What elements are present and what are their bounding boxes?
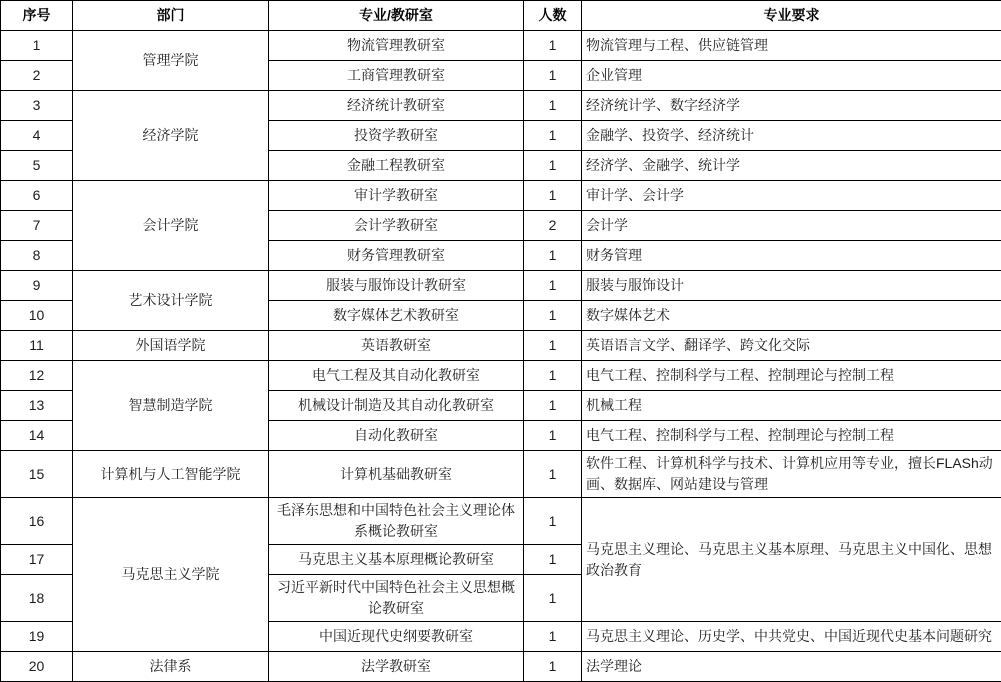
cell-teaching-office: 英语教研室 bbox=[269, 331, 524, 361]
cell-headcount: 1 bbox=[524, 241, 582, 271]
cell-headcount: 1 bbox=[524, 31, 582, 61]
header-major-requirements: 专业要求 bbox=[582, 1, 1001, 31]
cell-major-requirements: 软件工程、计算机科学与技术、计算机应用等专业，擅长FLASh动画、数据库、网站建设与管理 bbox=[582, 451, 1001, 498]
cell-headcount: 1 bbox=[524, 61, 582, 91]
cell-teaching-office: 机械设计制造及其自动化教研室 bbox=[269, 391, 524, 421]
cell-teaching-office: 经济统计教研室 bbox=[269, 91, 524, 121]
cell-major-requirements: 企业管理 bbox=[582, 61, 1001, 91]
header-headcount: 人数 bbox=[524, 1, 582, 31]
cell-department: 艺术设计学院 bbox=[73, 271, 269, 331]
cell-serial-number: 3 bbox=[1, 91, 73, 121]
cell-department: 法律系 bbox=[73, 652, 269, 682]
cell-serial-number: 8 bbox=[1, 241, 73, 271]
table-row bbox=[1, 91, 1001, 121]
cell-teaching-office: 金融工程教研室 bbox=[269, 151, 524, 181]
cell-serial-number: 1 bbox=[1, 31, 73, 61]
table-row bbox=[1, 361, 1001, 391]
cell-major-requirements: 电气工程、控制科学与工程、控制理论与控制工程 bbox=[582, 421, 1001, 451]
cell-teaching-office: 中国近现代史纲要教研室 bbox=[269, 622, 524, 652]
table-row bbox=[1, 331, 1001, 361]
cell-major-requirements: 电气工程、控制科学与工程、控制理论与控制工程 bbox=[582, 361, 1001, 391]
cell-major-requirements: 服装与服饰设计 bbox=[582, 271, 1001, 301]
cell-teaching-office: 服装与服饰设计教研室 bbox=[269, 271, 524, 301]
cell-headcount: 1 bbox=[524, 91, 582, 121]
table-row bbox=[1, 271, 1001, 301]
cell-teaching-office: 法学教研室 bbox=[269, 652, 524, 682]
cell-serial-number: 9 bbox=[1, 271, 73, 301]
cell-department: 会计学院 bbox=[73, 181, 269, 271]
header-row bbox=[1, 1, 1001, 31]
cell-headcount: 1 bbox=[524, 622, 582, 652]
cell-teaching-office: 财务管理教研室 bbox=[269, 241, 524, 271]
cell-serial-number: 5 bbox=[1, 151, 73, 181]
cell-major-requirements: 金融学、投资学、经济统计 bbox=[582, 121, 1001, 151]
table-row bbox=[1, 181, 1001, 211]
cell-teaching-office: 工商管理教研室 bbox=[269, 61, 524, 91]
cell-major-requirements: 机械工程 bbox=[582, 391, 1001, 421]
cell-serial-number: 20 bbox=[1, 652, 73, 682]
cell-serial-number: 15 bbox=[1, 451, 73, 498]
cell-headcount: 1 bbox=[524, 575, 582, 622]
cell-serial-number: 13 bbox=[1, 391, 73, 421]
table-row bbox=[1, 31, 1001, 61]
cell-major-requirements: 审计学、会计学 bbox=[582, 181, 1001, 211]
header-department: 部门 bbox=[73, 1, 269, 31]
cell-serial-number: 2 bbox=[1, 61, 73, 91]
cell-major-requirements: 物流管理与工程、供应链管理 bbox=[582, 31, 1001, 61]
cell-major-requirements: 数字媒体艺术 bbox=[582, 301, 1001, 331]
cell-department: 外国语学院 bbox=[73, 331, 269, 361]
header-serial-number: 序号 bbox=[1, 1, 73, 31]
cell-serial-number: 10 bbox=[1, 301, 73, 331]
cell-teaching-office: 习近平新时代中国特色社会主义思想概论教研室 bbox=[269, 575, 524, 622]
cell-headcount: 1 bbox=[524, 271, 582, 301]
cell-department: 智慧制造学院 bbox=[73, 361, 269, 451]
table-row bbox=[1, 652, 1001, 682]
table-row bbox=[1, 498, 1001, 545]
cell-headcount: 1 bbox=[524, 121, 582, 151]
cell-serial-number: 18 bbox=[1, 575, 73, 622]
header-major-teaching-office: 专业/教研室 bbox=[269, 1, 524, 31]
cell-major-requirements: 经济统计学、数字经济学 bbox=[582, 91, 1001, 121]
cell-headcount: 1 bbox=[524, 391, 582, 421]
cell-headcount: 1 bbox=[524, 331, 582, 361]
cell-teaching-office: 物流管理教研室 bbox=[269, 31, 524, 61]
cell-major-requirements: 会计学 bbox=[582, 211, 1001, 241]
table-row bbox=[1, 451, 1001, 498]
cell-headcount: 2 bbox=[524, 211, 582, 241]
cell-major-requirements: 法学理论 bbox=[582, 652, 1001, 682]
cell-major-requirements: 马克思主义理论、历史学、中共党史、中国近现代史基本问题研究 bbox=[582, 622, 1001, 652]
cell-headcount: 1 bbox=[524, 652, 582, 682]
cell-serial-number: 4 bbox=[1, 121, 73, 151]
cell-serial-number: 19 bbox=[1, 622, 73, 652]
cell-headcount: 1 bbox=[524, 361, 582, 391]
cell-serial-number: 17 bbox=[1, 545, 73, 575]
cell-headcount: 1 bbox=[524, 545, 582, 575]
cell-teaching-office: 电气工程及其自动化教研室 bbox=[269, 361, 524, 391]
cell-headcount: 1 bbox=[524, 451, 582, 498]
cell-teaching-office: 马克思主义基本原理概论教研室 bbox=[269, 545, 524, 575]
cell-serial-number: 6 bbox=[1, 181, 73, 211]
cell-serial-number: 7 bbox=[1, 211, 73, 241]
cell-serial-number: 11 bbox=[1, 331, 73, 361]
cell-department: 马克思主义学院 bbox=[73, 498, 269, 652]
cell-teaching-office: 数字媒体艺术教研室 bbox=[269, 301, 524, 331]
cell-teaching-office: 毛泽东思想和中国特色社会主义理论体系概论教研室 bbox=[269, 498, 524, 545]
cell-major-requirements: 经济学、金融学、统计学 bbox=[582, 151, 1001, 181]
cell-teaching-office: 自动化教研室 bbox=[269, 421, 524, 451]
cell-department: 管理学院 bbox=[73, 31, 269, 91]
cell-teaching-office: 计算机基础教研室 bbox=[269, 451, 524, 498]
cell-teaching-office: 投资学教研室 bbox=[269, 121, 524, 151]
cell-serial-number: 16 bbox=[1, 498, 73, 545]
cell-teaching-office: 审计学教研室 bbox=[269, 181, 524, 211]
cell-major-requirements: 财务管理 bbox=[582, 241, 1001, 271]
cell-major-requirements: 马克思主义理论、马克思主义基本原理、马克思主义中国化、思想政治教育 bbox=[582, 498, 1001, 622]
cell-headcount: 1 bbox=[524, 151, 582, 181]
cell-teaching-office: 会计学教研室 bbox=[269, 211, 524, 241]
table-body bbox=[1, 31, 1001, 682]
cell-serial-number: 12 bbox=[1, 361, 73, 391]
cell-headcount: 1 bbox=[524, 181, 582, 211]
cell-serial-number: 14 bbox=[1, 421, 73, 451]
cell-major-requirements: 英语语言文学、翻译学、跨文化交际 bbox=[582, 331, 1001, 361]
cell-headcount: 1 bbox=[524, 301, 582, 331]
cell-headcount: 1 bbox=[524, 498, 582, 545]
cell-headcount: 1 bbox=[524, 421, 582, 451]
cell-department: 计算机与人工智能学院 bbox=[73, 451, 269, 498]
cell-department: 经济学院 bbox=[73, 91, 269, 181]
